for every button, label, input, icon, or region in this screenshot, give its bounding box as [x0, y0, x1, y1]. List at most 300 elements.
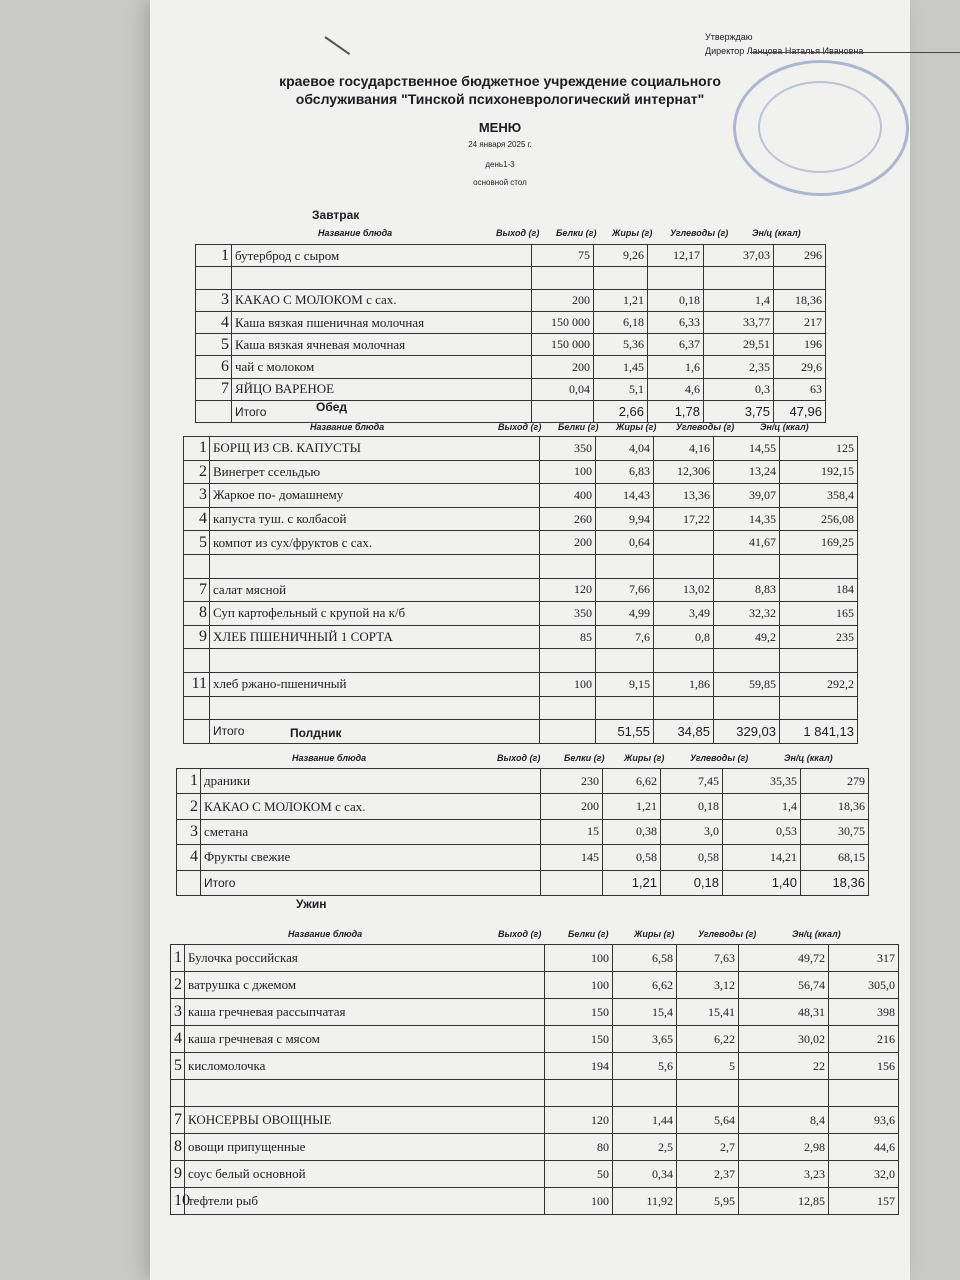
- nutrient-value: 1,4: [704, 289, 774, 311]
- row-number: 3: [171, 999, 185, 1026]
- nutrient-value: [654, 531, 714, 555]
- table-row: [184, 672, 858, 696]
- col-energy: Эн/ц (ккал): [752, 228, 801, 238]
- total-label: Итого: [210, 720, 540, 744]
- table-row: [184, 696, 858, 720]
- nutrient-value: [829, 1080, 899, 1107]
- table-row: [177, 845, 869, 870]
- dish-name: Каша вязкая пшеничная молочная: [232, 311, 532, 333]
- table-row: [184, 484, 858, 508]
- nutrient-value: 85: [540, 625, 596, 649]
- dish-name: ЯЙЦО ВАРЕНОЕ: [232, 378, 532, 400]
- nutrient-value: 317: [829, 945, 899, 972]
- total-row: [184, 720, 858, 744]
- nutrient-value: [648, 267, 704, 289]
- nutrient-value: 0,18: [648, 289, 704, 311]
- row-number: [196, 267, 232, 289]
- dinner-table: [170, 944, 899, 1215]
- approval-block: [705, 30, 863, 58]
- nutrient-value: 0,64: [596, 531, 654, 555]
- col-carbs: Углеводы (г): [698, 929, 757, 939]
- nutrient-value: 1,6: [648, 356, 704, 378]
- nutrient-value: 11,92: [613, 1188, 677, 1215]
- row-number: 9: [171, 1161, 185, 1188]
- table-row: [171, 1053, 899, 1080]
- meal-title-breakfast: Завтрак: [312, 208, 360, 222]
- dish-name: КАКАО С МОЛОКОМ с сах.: [232, 289, 532, 311]
- dish-name: Булочка российская: [185, 945, 545, 972]
- nutrient-value: 3,65: [613, 1026, 677, 1053]
- row-number: 2: [177, 794, 201, 819]
- nutrient-value: 6,33: [648, 311, 704, 333]
- nutrient-value: 5,64: [677, 1107, 739, 1134]
- meal-title-dinner: Ужин: [296, 897, 327, 911]
- dish-name: ватрушка с джемом: [185, 972, 545, 999]
- menu-date: 24 января 2025 г.: [468, 140, 532, 149]
- col-name: Название блюда: [292, 753, 367, 763]
- total-value: 1,78: [648, 401, 704, 423]
- table-row: [177, 794, 869, 819]
- nutrient-value: 4,04: [596, 437, 654, 461]
- nutrient-value: 200: [540, 531, 596, 555]
- nutrient-value: 400: [540, 484, 596, 508]
- nutrient-value: 4,16: [654, 437, 714, 461]
- pen-mark: [324, 36, 350, 55]
- total-value: 1,40: [723, 870, 801, 895]
- row-number: 1: [177, 769, 201, 794]
- nutrient-value: [739, 1080, 829, 1107]
- dish-name: Суп картофельный с крупой на к/б: [210, 602, 540, 626]
- table-row: [171, 945, 899, 972]
- nutrient-value: 5: [677, 1053, 739, 1080]
- row-number: 7: [171, 1107, 185, 1134]
- lunch-table: [183, 436, 858, 744]
- dish-name: Фрукты свежие: [201, 845, 541, 870]
- dish-name: Каша вязкая ячневая молочная: [232, 334, 532, 356]
- total-value: 0,18: [661, 870, 723, 895]
- nutrient-value: 63: [774, 378, 826, 400]
- nutrient-value: 358,4: [780, 484, 858, 508]
- total-row: [196, 401, 826, 423]
- nutrient-value: 169,25: [780, 531, 858, 555]
- nutrient-value: 15,41: [677, 999, 739, 1026]
- row-number: 4: [177, 845, 201, 870]
- nutrient-value: 14,21: [723, 845, 801, 870]
- col-energy: Эн/ц (ккал): [792, 929, 841, 939]
- breakfast-table: [195, 244, 826, 423]
- nutrient-value: 296: [774, 245, 826, 267]
- total-value: 18,36: [801, 870, 869, 895]
- table-row: [171, 1080, 899, 1107]
- dish-name: чай с молоком: [232, 356, 532, 378]
- dish-name: драники: [201, 769, 541, 794]
- col-carbs: Углеводы (г): [676, 422, 735, 432]
- dish-name: [210, 554, 540, 578]
- total-spacer: [177, 870, 201, 895]
- nutrient-value: 0,8: [654, 625, 714, 649]
- nutrient-value: [545, 1080, 613, 1107]
- nutrient-value: 8,4: [739, 1107, 829, 1134]
- nutrient-value: 2,37: [677, 1161, 739, 1188]
- row-number: [184, 696, 210, 720]
- nutrient-value: 6,58: [613, 945, 677, 972]
- nutrient-value: 49,2: [714, 625, 780, 649]
- row-number: 5: [171, 1053, 185, 1080]
- nutrient-value: 279: [801, 769, 869, 794]
- nutrient-value: 59,85: [714, 672, 780, 696]
- nutrient-value: 1,4: [723, 794, 801, 819]
- col-fat: Жиры (г): [624, 753, 665, 763]
- nutrient-value: 13,02: [654, 578, 714, 602]
- nutrient-value: 29,6: [774, 356, 826, 378]
- row-number: [184, 649, 210, 673]
- total-value: 2,66: [594, 401, 648, 423]
- row-number: 7: [196, 378, 232, 400]
- col-protein: Белки (г): [558, 422, 599, 432]
- nutrient-value: [780, 696, 858, 720]
- dish-name: КОНСЕРВЫ ОВОЩНЫЕ: [185, 1107, 545, 1134]
- row-number: 5: [184, 531, 210, 555]
- nutrient-value: 0,58: [661, 845, 723, 870]
- nutrient-value: 3,49: [654, 602, 714, 626]
- nutrient-value: 12,85: [739, 1188, 829, 1215]
- nutrient-value: 100: [540, 672, 596, 696]
- nutrient-value: [780, 554, 858, 578]
- nutrient-value: 18,36: [801, 794, 869, 819]
- nutrient-value: 0,58: [603, 845, 661, 870]
- row-number: 2: [184, 460, 210, 484]
- total-row: [177, 870, 869, 895]
- nutrient-value: 0,34: [613, 1161, 677, 1188]
- nutrient-value: [677, 1080, 739, 1107]
- nutrient-value: 32,32: [714, 602, 780, 626]
- table-row: [196, 245, 826, 267]
- table-row: [196, 378, 826, 400]
- total-value: 51,55: [596, 720, 654, 744]
- nutrient-value: 350: [540, 437, 596, 461]
- nutrient-value: 2,5: [613, 1134, 677, 1161]
- col-protein: Белки (г): [556, 228, 597, 238]
- snack-table: [176, 768, 869, 896]
- total-yield-blank: [540, 720, 596, 744]
- nutrient-value: 150: [545, 999, 613, 1026]
- row-number: 4: [196, 311, 232, 333]
- table-row: [177, 819, 869, 844]
- nutrient-value: 157: [829, 1188, 899, 1215]
- dish-name: ХЛЕБ ПШЕНИЧНЫЙ 1 СОРТА: [210, 625, 540, 649]
- row-number: 5: [196, 334, 232, 356]
- table-row: [196, 356, 826, 378]
- nutrient-value: 4,6: [648, 378, 704, 400]
- dish-name: капуста туш. с колбасой: [210, 507, 540, 531]
- nutrient-value: 18,36: [774, 289, 826, 311]
- nutrient-value: 7,6: [596, 625, 654, 649]
- nutrient-value: 5,1: [594, 378, 648, 400]
- nutrient-value: 216: [829, 1026, 899, 1053]
- nutrient-value: 32,0: [829, 1161, 899, 1188]
- nutrient-value: 200: [541, 794, 603, 819]
- row-number: 8: [171, 1134, 185, 1161]
- nutrient-value: [774, 267, 826, 289]
- total-spacer: [184, 720, 210, 744]
- nutrient-value: 6,62: [613, 972, 677, 999]
- nutrient-value: 1,45: [594, 356, 648, 378]
- nutrient-value: [654, 554, 714, 578]
- table-row: [196, 289, 826, 311]
- row-number: 3: [196, 289, 232, 311]
- org-line-1: краевое государственное бюджетное учреждение социального: [279, 73, 721, 89]
- nutrient-value: 35,35: [723, 769, 801, 794]
- nutrient-value: 37,03: [704, 245, 774, 267]
- nutrient-value: 120: [545, 1107, 613, 1134]
- nutrient-value: 0,3: [704, 378, 774, 400]
- nutrient-value: 184: [780, 578, 858, 602]
- row-number: 10: [171, 1188, 185, 1215]
- dish-name: бутерброд с сыром: [232, 245, 532, 267]
- nutrient-value: 5,36: [594, 334, 648, 356]
- nutrient-value: 2,98: [739, 1134, 829, 1161]
- dish-name: КАКАО С МОЛОКОМ с сах.: [201, 794, 541, 819]
- row-number: 8: [184, 602, 210, 626]
- table-row: [171, 1188, 899, 1215]
- nutrient-value: 235: [780, 625, 858, 649]
- row-number: 1: [184, 437, 210, 461]
- dish-name: кисломолочка: [185, 1053, 545, 1080]
- nutrient-value: 6,83: [596, 460, 654, 484]
- director-label: Директор Ланцова Наталья Ивановна: [705, 46, 864, 56]
- nutrient-value: 13,36: [654, 484, 714, 508]
- nutrient-value: 3,12: [677, 972, 739, 999]
- col-protein: Белки (г): [568, 929, 609, 939]
- table-row: [196, 267, 826, 289]
- nutrient-value: 165: [780, 602, 858, 626]
- org-line-2: обслуживания "Тинской психоневрологический интернат": [295, 91, 705, 107]
- menu-day: день1-3: [485, 160, 515, 169]
- nutrient-value: [540, 554, 596, 578]
- col-name: Название блюда: [318, 228, 393, 238]
- nutrient-value: 4,99: [596, 602, 654, 626]
- dish-name: соус белый основной: [185, 1161, 545, 1188]
- dish-name: хлеб ржано-пшеничный: [210, 672, 540, 696]
- total-yield-blank: [532, 401, 594, 423]
- nutrient-value: 8,83: [714, 578, 780, 602]
- total-value: 1 841,13: [780, 720, 858, 744]
- meal-title-lunch: Обед: [316, 400, 348, 414]
- total-spacer: [196, 401, 232, 423]
- total-value: 329,03: [714, 720, 780, 744]
- nutrient-value: 217: [774, 311, 826, 333]
- col-name: Название блюда: [310, 422, 385, 432]
- nutrient-value: 6,18: [594, 311, 648, 333]
- nutrient-value: 100: [545, 972, 613, 999]
- nutrient-value: 33,77: [704, 311, 774, 333]
- dish-name: [185, 1080, 545, 1107]
- col-energy: Эн/ц (ккал): [784, 753, 833, 763]
- table-row: [171, 999, 899, 1026]
- dish-name: БОРЩ ИЗ СВ. КАПУСТЫ: [210, 437, 540, 461]
- nutrient-value: [654, 696, 714, 720]
- nutrient-value: 50: [545, 1161, 613, 1188]
- nutrient-value: 0,53: [723, 819, 801, 844]
- table-row: [196, 334, 826, 356]
- nutrient-value: 6,22: [677, 1026, 739, 1053]
- table-type: основной стол: [473, 178, 527, 187]
- nutrient-value: 194: [545, 1053, 613, 1080]
- nutrient-value: 230: [541, 769, 603, 794]
- table-row: [184, 437, 858, 461]
- nutrient-value: 7,66: [596, 578, 654, 602]
- dish-name: тефтели рыб: [185, 1188, 545, 1215]
- nutrient-value: 44,6: [829, 1134, 899, 1161]
- dish-name: Винегрет ссельдью: [210, 460, 540, 484]
- nutrient-value: 41,67: [714, 531, 780, 555]
- nutrient-value: 5,95: [677, 1188, 739, 1215]
- nutrient-value: 305,0: [829, 972, 899, 999]
- row-number: 1: [171, 945, 185, 972]
- nutrient-value: 17,22: [654, 507, 714, 531]
- nutrient-value: [613, 1080, 677, 1107]
- col-name: Название блюда: [288, 929, 363, 939]
- table-row: [184, 460, 858, 484]
- nutrient-value: 2,35: [704, 356, 774, 378]
- nutrient-value: 14,43: [596, 484, 654, 508]
- nutrient-value: [540, 696, 596, 720]
- nutrient-value: 0,38: [603, 819, 661, 844]
- organization-name: [240, 72, 760, 108]
- nutrient-value: 292,2: [780, 672, 858, 696]
- row-number: 1: [196, 245, 232, 267]
- nutrient-value: 100: [540, 460, 596, 484]
- dish-name: компот из сух/фруктов с сах.: [210, 531, 540, 555]
- nutrient-value: 14,55: [714, 437, 780, 461]
- total-value: 1,21: [603, 870, 661, 895]
- nutrient-value: 49,72: [739, 945, 829, 972]
- nutrient-value: 196: [774, 334, 826, 356]
- nutrient-value: [704, 267, 774, 289]
- nutrient-value: 5,6: [613, 1053, 677, 1080]
- dish-name: сметана: [201, 819, 541, 844]
- nutrient-value: 200: [532, 356, 594, 378]
- nutrient-value: 6,62: [603, 769, 661, 794]
- nutrient-value: 9,15: [596, 672, 654, 696]
- nutrient-value: 12,17: [648, 245, 704, 267]
- nutrient-value: [596, 696, 654, 720]
- nutrient-value: 30,02: [739, 1026, 829, 1053]
- table-row: [171, 1161, 899, 1188]
- row-number: 3: [184, 484, 210, 508]
- nutrient-value: [596, 649, 654, 673]
- dish-name: [210, 649, 540, 673]
- nutrient-value: 93,6: [829, 1107, 899, 1134]
- row-number: 4: [171, 1026, 185, 1053]
- dish-name: [210, 696, 540, 720]
- nutrient-value: 13,24: [714, 460, 780, 484]
- nutrient-value: 1,21: [603, 794, 661, 819]
- approve-label: Утверждаю: [705, 32, 753, 42]
- dish-name: каша гречневая рассыпчатая: [185, 999, 545, 1026]
- nutrient-value: [714, 696, 780, 720]
- table-row: [171, 972, 899, 999]
- signature-line: [750, 52, 960, 53]
- dish-name: [232, 267, 532, 289]
- row-number: 4: [184, 507, 210, 531]
- nutrient-value: 7,45: [661, 769, 723, 794]
- nutrient-value: 398: [829, 999, 899, 1026]
- col-yield: Выход (г): [498, 422, 542, 432]
- nutrient-value: 150: [545, 1026, 613, 1053]
- nutrient-value: 12,306: [654, 460, 714, 484]
- nutrient-value: 1,44: [613, 1107, 677, 1134]
- row-number: 11: [184, 672, 210, 696]
- dish-name: овощи припущенные: [185, 1134, 545, 1161]
- dish-name: салат мясной: [210, 578, 540, 602]
- nutrient-value: [596, 554, 654, 578]
- row-number: 6: [196, 356, 232, 378]
- nutrient-value: 150 000: [532, 311, 594, 333]
- total-label: Итого: [201, 870, 541, 895]
- nutrient-value: 100: [545, 1188, 613, 1215]
- nutrient-value: 56,74: [739, 972, 829, 999]
- nutrient-value: 15: [541, 819, 603, 844]
- row-number: 3: [177, 819, 201, 844]
- nutrient-value: 3,23: [739, 1161, 829, 1188]
- nutrient-value: 9,94: [596, 507, 654, 531]
- table-row: [177, 769, 869, 794]
- nutrient-value: 29,51: [704, 334, 774, 356]
- col-yield: Выход (г): [498, 929, 542, 939]
- dish-name: каша гречневая с мясом: [185, 1026, 545, 1053]
- nutrient-value: 0,04: [532, 378, 594, 400]
- col-carbs: Углеводы (г): [690, 753, 749, 763]
- col-protein: Белки (г): [564, 753, 605, 763]
- nutrient-value: 6,37: [648, 334, 704, 356]
- nutrient-value: 14,35: [714, 507, 780, 531]
- nutrient-value: 150 000: [532, 334, 594, 356]
- table-row: [184, 625, 858, 649]
- table-row: [171, 1107, 899, 1134]
- total-yield-blank: [541, 870, 603, 895]
- nutrient-value: [540, 649, 596, 673]
- table-row: [184, 531, 858, 555]
- nutrient-value: 75: [532, 245, 594, 267]
- row-number: 7: [184, 578, 210, 602]
- nutrient-value: 9,26: [594, 245, 648, 267]
- nutrient-value: [714, 554, 780, 578]
- nutrient-value: 145: [541, 845, 603, 870]
- nutrient-value: [714, 649, 780, 673]
- table-row: [184, 649, 858, 673]
- nutrient-value: 30,75: [801, 819, 869, 844]
- col-carbs: Углеводы (г): [670, 228, 729, 238]
- nutrient-value: 1,21: [594, 289, 648, 311]
- table-row: [196, 311, 826, 333]
- nutrient-value: [780, 649, 858, 673]
- total-value: 47,96: [774, 401, 826, 423]
- nutrient-value: [594, 267, 648, 289]
- nutrient-value: 80: [545, 1134, 613, 1161]
- table-row: [184, 507, 858, 531]
- nutrient-value: [654, 649, 714, 673]
- col-energy: Эн/ц (ккал): [760, 422, 809, 432]
- row-number: 9: [184, 625, 210, 649]
- nutrient-value: 7,63: [677, 945, 739, 972]
- row-number: [171, 1080, 185, 1107]
- nutrient-value: 3,0: [661, 819, 723, 844]
- dish-name: Жаркое по- домашнему: [210, 484, 540, 508]
- table-row: [171, 1026, 899, 1053]
- row-number: [184, 554, 210, 578]
- nutrient-value: 156: [829, 1053, 899, 1080]
